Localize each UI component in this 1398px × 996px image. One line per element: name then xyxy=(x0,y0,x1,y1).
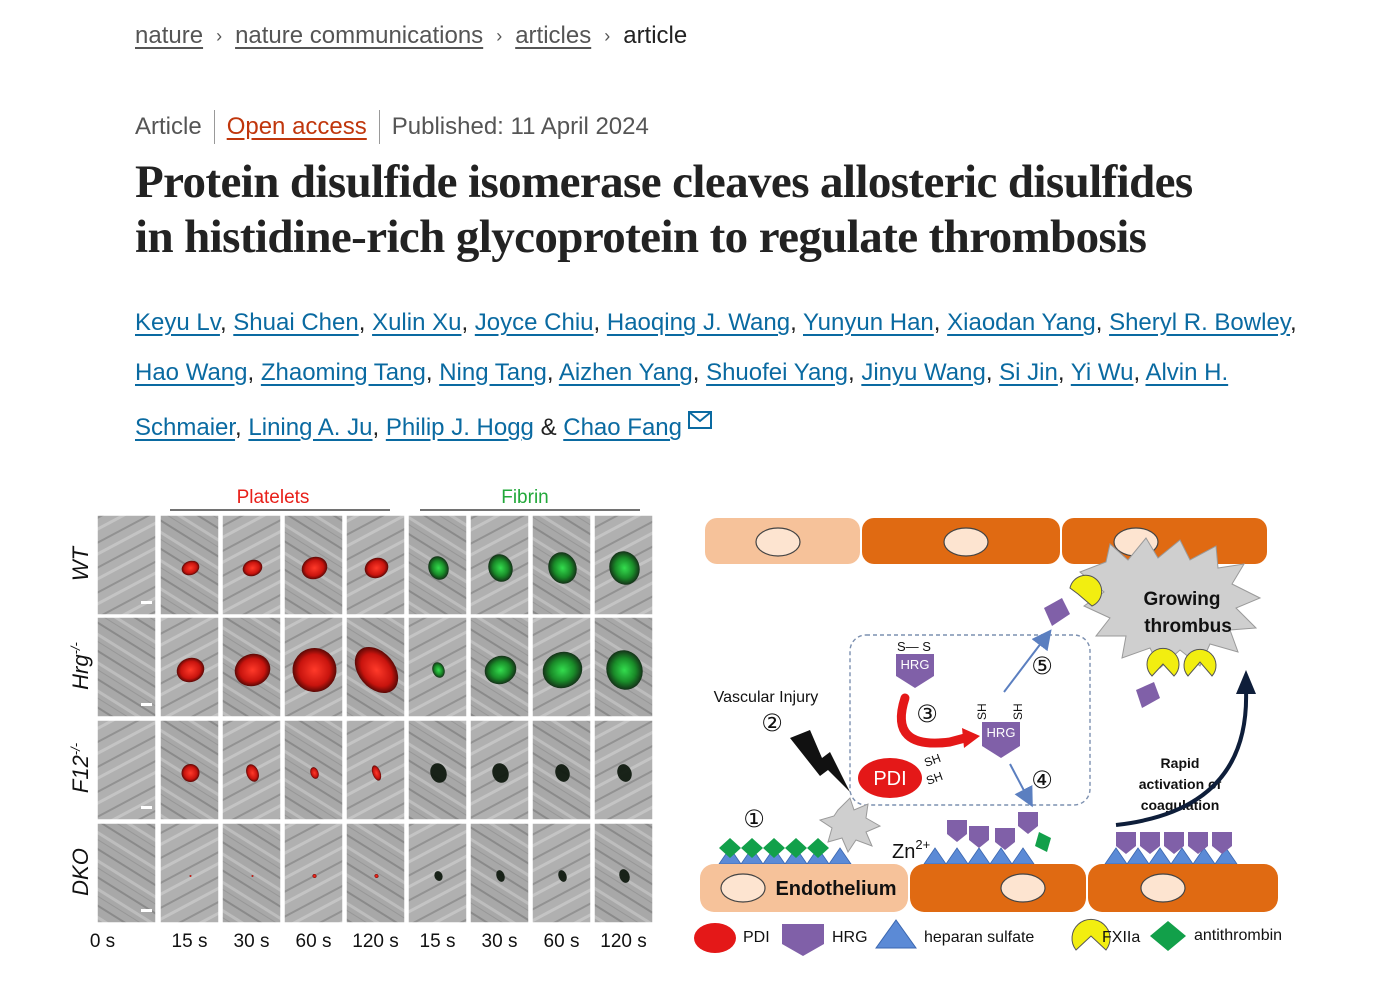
author-separator: , xyxy=(1290,309,1297,336)
author-separator: , xyxy=(372,414,386,441)
author-link[interactable]: Philip J. Hogg xyxy=(385,414,534,441)
hrg-icon xyxy=(969,826,989,848)
breadcrumb-link-articles[interactable]: articles xyxy=(515,22,592,49)
activation-arrowhead xyxy=(1236,670,1256,694)
article-title-line-1: Protein disulfide isomerase cleaves allosteric disulfides xyxy=(135,156,1193,208)
mechanism-schematic xyxy=(694,518,1282,956)
legend-pdi-label: PDI xyxy=(743,929,770,946)
article-title xyxy=(135,155,1375,265)
author-separator: , xyxy=(692,358,707,386)
microscopy-panel xyxy=(68,487,653,952)
zinc-label: $Zn^{2+}$ xyxy=(892,837,931,863)
scale-bar xyxy=(141,806,152,809)
microscopy-image xyxy=(346,823,405,923)
author-link[interactable]: Jinyu Wang xyxy=(861,358,986,386)
article-type: Article xyxy=(135,113,202,140)
antithrombin-icon xyxy=(785,838,807,858)
microscopy-image xyxy=(408,617,467,717)
author-link[interactable]: Lining A. Ju xyxy=(248,414,373,441)
author-link[interactable]: Joyce Chiu xyxy=(474,309,594,336)
hrg-icon xyxy=(947,820,967,842)
step-1-label: ① xyxy=(743,806,765,833)
microscopy-image xyxy=(470,515,529,615)
scale-bar xyxy=(141,703,152,706)
author-link[interactable]: Chao Fang xyxy=(563,414,682,441)
pdi-thiol-label: SH xyxy=(924,768,945,788)
fxiia-icon xyxy=(1070,575,1102,606)
heparan-sulfate-icon xyxy=(1012,848,1034,864)
legend-hrg-icon xyxy=(782,924,824,956)
author-separator: , xyxy=(985,358,1000,386)
author-separator: , xyxy=(593,309,607,336)
antithrombin-icon xyxy=(719,838,741,858)
pdi-label: PDI xyxy=(873,768,907,790)
rapid-activation-label-3: coagulation xyxy=(1140,797,1220,813)
time-label: 30 s xyxy=(481,931,518,952)
chevron-right-icon: › xyxy=(216,25,223,46)
legend-heparan-sulfate-label: heparan sulfate xyxy=(924,929,1035,946)
author-link[interactable]: Aizhen Yang xyxy=(558,358,693,386)
scale-bar xyxy=(141,909,152,912)
microscopy-image xyxy=(408,823,467,923)
author-separator: , xyxy=(219,309,234,336)
time-label: 0 s xyxy=(89,931,116,952)
fxiia-icon xyxy=(1184,649,1216,676)
microscopy-image xyxy=(222,823,281,923)
reduction-arrowhead xyxy=(962,728,980,748)
microscopy-image xyxy=(284,720,343,820)
author-link[interactable]: Hao Wang xyxy=(135,358,248,386)
microscopy-image xyxy=(222,617,281,717)
step-2-label: ② xyxy=(761,710,783,737)
author-separator: , xyxy=(933,309,948,336)
heparan-sulfate-icon xyxy=(968,848,990,864)
graphical-abstract-figure xyxy=(60,480,1350,980)
author-link[interactable]: Sheryl R. Bowley xyxy=(1109,309,1291,336)
author-link[interactable]: Yunyun Han xyxy=(803,309,934,336)
author-separator: & xyxy=(533,414,564,441)
growing-thrombus-label-2: thrombus xyxy=(1144,616,1232,637)
endothelium-cell-dark xyxy=(910,864,1086,912)
legend-hrg-label: HRG xyxy=(832,929,868,946)
microscopy-image xyxy=(97,617,156,717)
arrow-to-endothelium xyxy=(1010,764,1030,802)
growing-thrombus-label-1: Growing xyxy=(1143,589,1221,610)
time-label: 15 s xyxy=(171,931,208,952)
legend-fxiia-label: FXIIa xyxy=(1102,929,1141,946)
nucleus xyxy=(944,528,988,556)
row-label-hrg: Hrg-/- xyxy=(68,642,93,690)
heparan-sulfate-icon xyxy=(990,848,1012,864)
author-link[interactable]: Si Jin xyxy=(999,358,1058,386)
author-link[interactable]: Keyu Lv xyxy=(135,309,220,336)
microscopy-image xyxy=(160,617,219,717)
antithrombin-icon xyxy=(1035,832,1051,852)
pdi-thiol-label: SH xyxy=(922,750,943,770)
time-label: 60 s xyxy=(543,931,580,952)
time-label: 120 s xyxy=(600,931,647,952)
microscopy-image xyxy=(346,720,405,820)
rapid-activation-label-1: Rapid xyxy=(1160,755,1200,771)
nucleus xyxy=(721,874,765,902)
microscopy-image xyxy=(284,617,346,717)
microscopy-image xyxy=(532,720,591,820)
time-label: 60 s xyxy=(295,931,332,952)
author-link[interactable]: Shuofei Yang xyxy=(706,358,848,386)
microscopy-image xyxy=(160,515,219,615)
step-4-label: ④ xyxy=(1031,767,1053,794)
platelets-header: Platelets xyxy=(236,487,310,508)
legend-antithrombin-icon xyxy=(1150,921,1186,951)
time-label: 120 s xyxy=(352,931,399,952)
microscopy-image xyxy=(594,720,653,820)
step-3-label: ③ xyxy=(916,701,938,728)
antithrombin-icon xyxy=(763,838,785,858)
scale-bar xyxy=(141,601,152,604)
time-label: 15 s xyxy=(419,931,456,952)
fibrin-header: Fibrin xyxy=(501,487,549,508)
figure-legend xyxy=(694,919,1282,956)
endothelium-label: Endothelium xyxy=(775,878,897,900)
nucleus xyxy=(1001,874,1045,902)
heparan-sulfate-icon xyxy=(946,848,968,864)
legend-antithrombin-label: antithrombin xyxy=(1194,927,1283,944)
microscopy-image xyxy=(284,515,343,615)
hrg-icon xyxy=(1212,832,1232,854)
endothelial-surface xyxy=(719,812,1237,864)
microscopy-image xyxy=(532,515,591,615)
microscopy-image xyxy=(222,720,281,820)
hrg-icon xyxy=(1018,812,1038,834)
microscopy-image xyxy=(594,823,653,923)
chevron-right-icon: › xyxy=(604,25,611,46)
microscopy-image xyxy=(346,515,405,615)
microscopy-image xyxy=(346,617,407,717)
lightning-icon xyxy=(790,730,850,792)
meta-divider xyxy=(214,110,215,144)
row-label-f12: F12-/- xyxy=(68,742,93,794)
microscopy-image xyxy=(284,823,343,923)
author-separator: , xyxy=(546,358,559,386)
breadcrumb-current: article xyxy=(623,22,688,49)
hrg-icon xyxy=(1116,832,1136,854)
microscopy-image xyxy=(160,823,219,923)
legend-pdi-icon xyxy=(694,923,736,953)
author-link[interactable]: Shuai Chen xyxy=(233,309,359,336)
breadcrumb-link-nature-communications[interactable]: nature communications xyxy=(235,22,484,49)
author-separator: , xyxy=(1095,309,1110,336)
microscopy-image xyxy=(532,823,591,923)
microscopy-image xyxy=(470,720,529,820)
microscopy-image xyxy=(470,823,529,923)
article-title-line-2: in histidine-rich glycoprotein to regulate thrombosis xyxy=(135,211,1147,263)
antithrombin-icon xyxy=(741,838,763,858)
author-separator: , xyxy=(790,309,803,336)
hrg-reduced-label: HRG xyxy=(986,725,1016,740)
row-label-dko: DKO xyxy=(68,848,93,896)
microscopy-image xyxy=(408,515,467,615)
hrg-icon xyxy=(995,828,1015,850)
microscopy-image xyxy=(594,617,653,717)
author-separator: , xyxy=(358,309,373,336)
breadcrumb xyxy=(135,22,687,50)
microscopy-image xyxy=(532,617,591,717)
hrg-thiol-label: SH xyxy=(975,703,989,720)
step-5-label: ⑤ xyxy=(1031,653,1053,680)
hrg-icon xyxy=(1136,682,1160,708)
hrg-oxidized-label: HRG xyxy=(900,657,930,672)
meta-divider xyxy=(379,110,380,144)
microscopy-image xyxy=(594,515,653,615)
author-separator: , xyxy=(1133,358,1146,386)
disulfide-label: S— S xyxy=(897,639,931,654)
hrg-icon xyxy=(1044,598,1070,626)
injury-burst-icon xyxy=(820,798,880,852)
author-link[interactable]: Alvin H. Schmaier xyxy=(135,358,1229,441)
nucleus xyxy=(756,528,800,556)
rapid-activation-label-2: activation of xyxy=(1138,776,1222,792)
microscopy-grid xyxy=(97,515,653,923)
time-axis xyxy=(90,931,647,952)
author-link[interactable]: Haoqing J. Wang xyxy=(606,309,791,336)
microscopy-image xyxy=(222,515,281,615)
mail-icon[interactable] xyxy=(688,397,712,447)
author-link[interactable]: Zhaoming Tang xyxy=(260,358,426,386)
author-list xyxy=(135,298,1325,453)
author-link[interactable]: Xulin Xu xyxy=(372,309,462,336)
open-access-link[interactable]: Open access xyxy=(226,113,367,140)
microscopy-image xyxy=(97,720,156,820)
author-separator: , xyxy=(235,414,249,441)
fxiia-icon xyxy=(1147,648,1179,676)
antithrombin-icon xyxy=(807,838,829,858)
microscopy-image xyxy=(470,617,529,717)
row-label-wt: WT xyxy=(68,546,93,582)
author-separator: , xyxy=(425,358,440,386)
legend-heparan-sulfate-icon xyxy=(876,920,916,948)
author-separator: , xyxy=(461,309,475,336)
microscopy-image xyxy=(160,720,219,820)
author-separator: , xyxy=(847,358,862,386)
microscopy-image xyxy=(97,515,156,615)
microscopy-image xyxy=(408,720,467,820)
author-separator: , xyxy=(247,358,261,386)
author-link[interactable]: Xiaodan Yang xyxy=(947,309,1096,336)
article-meta xyxy=(135,110,649,144)
published-date: Published: 11 April 2024 xyxy=(391,113,649,140)
hrg-thiol-label: SH xyxy=(1011,703,1025,720)
microscopy-image xyxy=(97,823,156,923)
author-separator: , xyxy=(1057,358,1071,386)
chevron-right-icon: › xyxy=(496,25,503,46)
vascular-injury-label: Vascular Injury xyxy=(713,689,819,706)
nucleus xyxy=(1141,874,1185,902)
breadcrumb-link-nature[interactable]: nature xyxy=(135,22,204,49)
time-label: 30 s xyxy=(233,931,270,952)
author-link[interactable]: Ning Tang xyxy=(439,358,547,386)
author-link[interactable]: Yi Wu xyxy=(1070,358,1134,386)
hrg-icon xyxy=(1140,832,1160,854)
